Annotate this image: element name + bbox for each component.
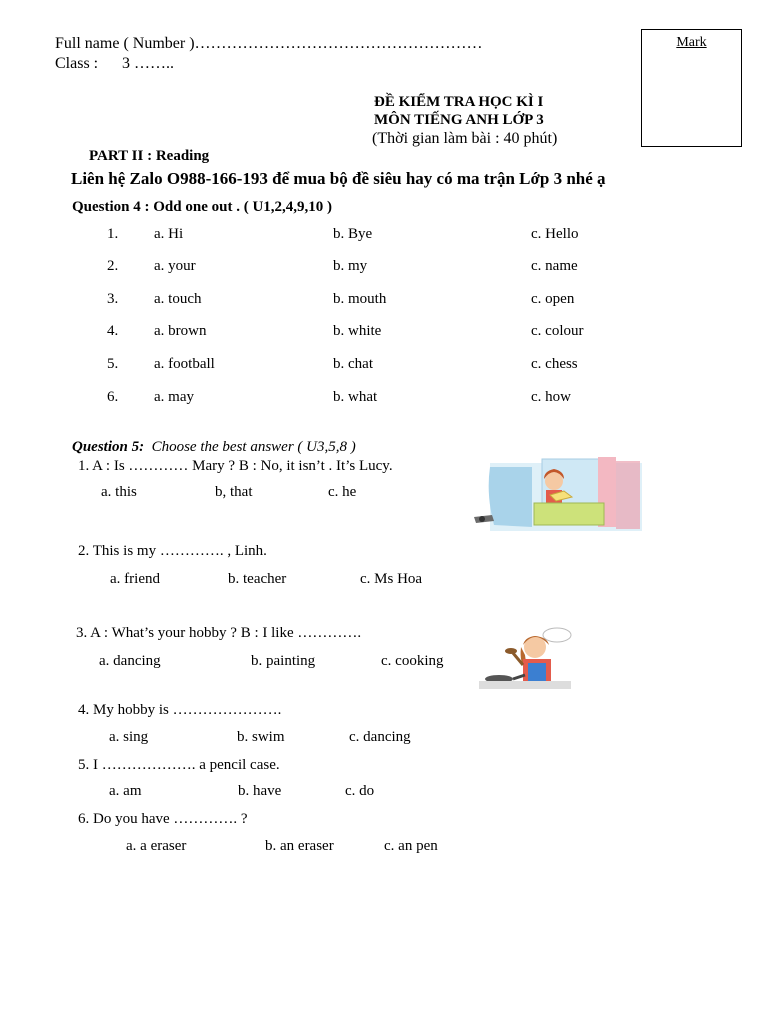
q5-option-c[interactable]: c. cooking	[381, 653, 444, 669]
q5-option-a[interactable]: a. am	[109, 783, 142, 799]
girl-cooking-illustration	[475, 625, 575, 691]
q4-item-num: 1.	[107, 226, 119, 242]
q5-question: 5. I ………………. a pencil case.	[78, 757, 280, 773]
q4-option-b[interactable]: b. chat	[333, 356, 373, 372]
q5-option-a[interactable]: a. sing	[109, 729, 149, 745]
exam-duration: (Thời gian làm bài : 40 phút)	[372, 130, 558, 147]
class-value: 3 ……..	[122, 55, 174, 72]
q5-option-a[interactable]: a. this	[101, 484, 137, 500]
q5-question: 3. A : What’s your hobby ? B : I like ………….	[76, 625, 362, 641]
girl-reading-illustration	[472, 455, 644, 533]
q4-item-num: 3.	[107, 291, 119, 307]
q4-option-c[interactable]: c. name	[531, 258, 578, 274]
q4-item-num: 5.	[107, 356, 119, 372]
q4-item-num: 4.	[107, 323, 119, 339]
contact-line: Liên hệ Zalo O988-166-193 để mua bộ đề siêu hay có ma trận Lớp 3 nhé ạ	[71, 169, 606, 188]
q4-option-a[interactable]: a. may	[154, 389, 194, 405]
q5-question: 1. A : Is ………… Mary ? B : No, it isn’t . It’s Lucy.	[78, 458, 393, 474]
class-label: Class :	[55, 55, 99, 72]
q5-option-b[interactable]: b. painting	[251, 653, 316, 669]
q5-question: 4. My hobby is ………………….	[78, 702, 282, 718]
q5-option-b[interactable]: b. an eraser	[265, 838, 334, 854]
q5-question: 6. Do you have …………. ?	[78, 811, 248, 827]
q5-option-b[interactable]: b. teacher	[228, 571, 287, 587]
full-name-line: Full name ( Number )………………………………………………	[55, 35, 483, 52]
mark-label: Mark	[676, 35, 707, 50]
q4-option-b[interactable]: b. my	[333, 258, 368, 274]
q4-option-c[interactable]: c. how	[531, 389, 571, 405]
q5-option-b[interactable]: b. swim	[237, 729, 285, 745]
q4-option-b[interactable]: b. Bye	[333, 226, 373, 242]
q4-item-num: 2.	[107, 258, 119, 274]
q4-option-b[interactable]: b. mouth	[333, 291, 387, 307]
q4-option-b[interactable]: b. what	[333, 389, 378, 405]
q5-option-c[interactable]: c. an pen	[384, 838, 438, 854]
q4-option-a[interactable]: a. football	[154, 356, 215, 372]
q5-question: 2. This is my …………. , Linh.	[78, 543, 267, 559]
q5-option-a[interactable]: a. a eraser	[126, 838, 187, 854]
mark-box	[641, 29, 742, 147]
part-heading: PART II : Reading	[89, 148, 210, 164]
q4-option-a[interactable]: a. brown	[154, 323, 207, 339]
q5-option-c[interactable]: c. do	[345, 783, 375, 799]
q4-option-c[interactable]: c. open	[531, 291, 575, 307]
q4-option-c[interactable]: c. colour	[531, 323, 584, 339]
q5-option-b[interactable]: b, that	[215, 484, 253, 500]
q4-option-b[interactable]: b. white	[333, 323, 382, 339]
q4-option-a[interactable]: a. your	[154, 258, 196, 274]
question5-title-bold: Question 5:	[72, 439, 145, 455]
q4-option-a[interactable]: a. touch	[154, 291, 202, 307]
question5-title-text: Choose the best answer ( U3,5,8 )	[151, 439, 356, 455]
q5-option-a[interactable]: a. dancing	[99, 653, 161, 669]
q4-item-num: 6.	[107, 389, 119, 405]
question4-title: Question 4 : Odd one out . ( U1,2,4,9,10 )	[72, 199, 333, 215]
q5-option-b[interactable]: b. have	[238, 783, 282, 799]
q4-option-a[interactable]: a. Hi	[154, 226, 184, 242]
exam-title-line1: ĐỀ KIỂM TRA HỌC KÌ I	[374, 94, 544, 110]
exam-title-line2: MÔN TIẾNG ANH LỚP 3	[374, 112, 544, 128]
q5-option-c[interactable]: c. dancing	[349, 729, 411, 745]
q5-option-c[interactable]: c. he	[328, 484, 357, 500]
q4-option-c[interactable]: c. Hello	[531, 226, 579, 242]
q4-option-c[interactable]: c. chess	[531, 356, 578, 372]
question5-title	[72, 439, 356, 456]
q5-option-a[interactable]: a. friend	[110, 571, 160, 587]
q5-option-c[interactable]: c. Ms Hoa	[360, 571, 423, 587]
